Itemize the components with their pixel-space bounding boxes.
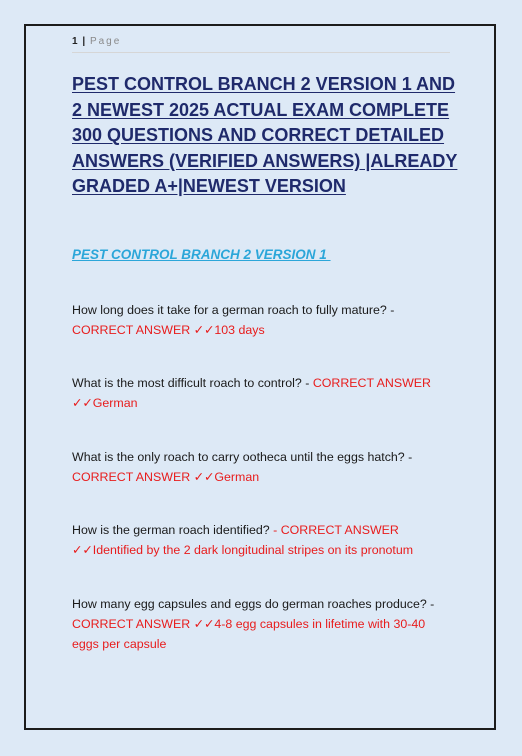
answer-text: CORRECT ANSWER ✓✓German [72, 376, 431, 410]
document-title: PEST CONTROL BRANCH 2 VERSION 1 AND 2 NEWEST 2025 ACTUAL EXAM COMPLETE 300 QUESTIONS AND CORRECT DETAILED ANSWERS (VERIFIED ANSWERS) |ALREADY GRADED A+|NEWEST VERSION [72, 74, 458, 196]
page-number: 1 [72, 36, 78, 47]
qa-item [72, 594, 452, 654]
qa-item [72, 300, 452, 340]
answer-text: - CORRECT ANSWER ✓✓Identified by the 2 dark longitudinal stripes on its pronotum [72, 523, 414, 557]
question-text: How many egg capsules and eggs do german roaches produce? - [72, 597, 435, 611]
question-text: How long does it take for a german roach to fully mature? - [72, 303, 395, 317]
answer-text: CORRECT ANSWER ✓✓103 days [72, 323, 265, 337]
header-separator: | [82, 36, 86, 47]
answer-text: CORRECT ANSWER ✓✓German [72, 470, 260, 484]
section-title: PEST CONTROL BRANCH 2 VERSION 1 [72, 247, 331, 262]
page-word: Page [89, 36, 122, 47]
qa-item [72, 447, 452, 487]
answer-text: CORRECT ANSWER ✓✓4-8 egg capsules in lifetime with 30-40 eggs per capsule [72, 617, 426, 651]
question-text: What is the most difficult roach to control? - [72, 376, 310, 390]
question-text: What is the only roach to carry ootheca until the eggs hatch? - [72, 450, 413, 464]
qa-item [72, 373, 452, 413]
question-text: How is the german roach identified? [72, 523, 270, 537]
page-header [72, 36, 450, 53]
qa-item [72, 520, 452, 560]
